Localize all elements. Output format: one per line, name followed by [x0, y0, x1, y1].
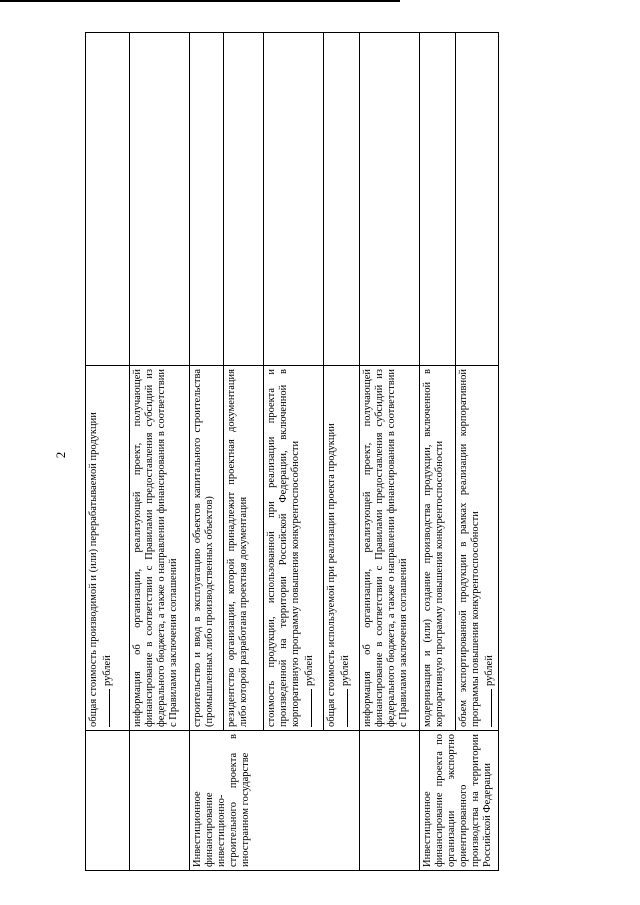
blank-line [482, 689, 492, 727]
table-row [130, 33, 190, 871]
table-cell: информация об организации, реализующей проект, получающей финансирование в соответствии с Правилами предоставления субсидий из федерального бюджета, а также о направлении финансирования в соответствии с Правилами заключения соглашений [360, 366, 420, 731]
rub-line [338, 369, 352, 727]
table-row [420, 33, 456, 871]
unit-label: рублей [102, 655, 114, 686]
table-cell-section-title: Инвестиционное финансирование проекта по организации экспортно ориентированного производства на территории Российской Федерации [420, 731, 499, 871]
table-cell: строительство и ввод в эксплуатацию объектов капитального строительства (промышленных либо производственных объектов) [190, 366, 224, 731]
table-cell-empty [86, 33, 130, 366]
table-row [190, 33, 224, 871]
page-number: 2 [53, 451, 68, 459]
table-cell [324, 366, 360, 731]
table-cell-section-title: Инвестиционное финансирование инвестиционно-строительного проекта в иностранном государстве [190, 731, 360, 871]
indicators-table [85, 32, 499, 871]
blank-line [302, 689, 312, 727]
cell-text: общая стоимость используемой при реализации проекта продукции [326, 423, 337, 727]
unit-label: рублей [304, 655, 316, 686]
cell-text: стоимость продукции, использованной при реализации проекта и произведенной на территории Российской Федерации, включенной в корпоративную программу повышения конкурентоспособности [266, 369, 302, 727]
table-cell-empty [456, 33, 499, 366]
table-cell-empty [86, 731, 130, 871]
table-cell: информация об организации, реализующей проект, получающей финансирование в соответствии с Правилами предоставления субсидий из федерального бюджета, а также о направлении финансирования в соответствии с Правилами заключения соглашений [130, 366, 190, 731]
table-row [86, 33, 130, 871]
table-cell-empty [224, 33, 264, 366]
table-cell-empty [324, 33, 360, 366]
rub-line [302, 369, 316, 727]
table-cell-empty [360, 731, 420, 871]
table-cell-empty [360, 33, 420, 366]
blank-line [100, 689, 110, 727]
table-cell [456, 366, 499, 731]
table-cell: модернизация и (или) создание производства продукции, включенной в корпоративную программу повышения конкурентоспособности [420, 366, 456, 731]
cell-text: общая стоимость производимой и (или) перерабатываемой продукции [88, 412, 99, 727]
top-border-line [0, 0, 400, 2]
rub-line [100, 369, 114, 727]
table-cell [264, 366, 324, 731]
table-cell-empty [130, 731, 190, 871]
blank-line [338, 689, 348, 727]
table-cell-empty [130, 33, 190, 366]
unit-label: рублей [340, 655, 352, 686]
table-cell-empty [420, 33, 456, 366]
table-cell [86, 366, 130, 731]
table-row [360, 33, 420, 871]
table-cell-empty [264, 33, 324, 366]
rub-line [482, 369, 496, 727]
unit-label: рублей [484, 655, 496, 686]
table-cell: резидентство организации, которой принадлежит проектная документация либо которой разработана проектная документация [224, 366, 264, 731]
table-cell-empty [190, 33, 224, 366]
cell-text: объем экспортированной продукции в рамках реализации корпоративной программы повышения конкурентоспособности [458, 369, 482, 727]
rotated-table-container [85, 33, 496, 871]
